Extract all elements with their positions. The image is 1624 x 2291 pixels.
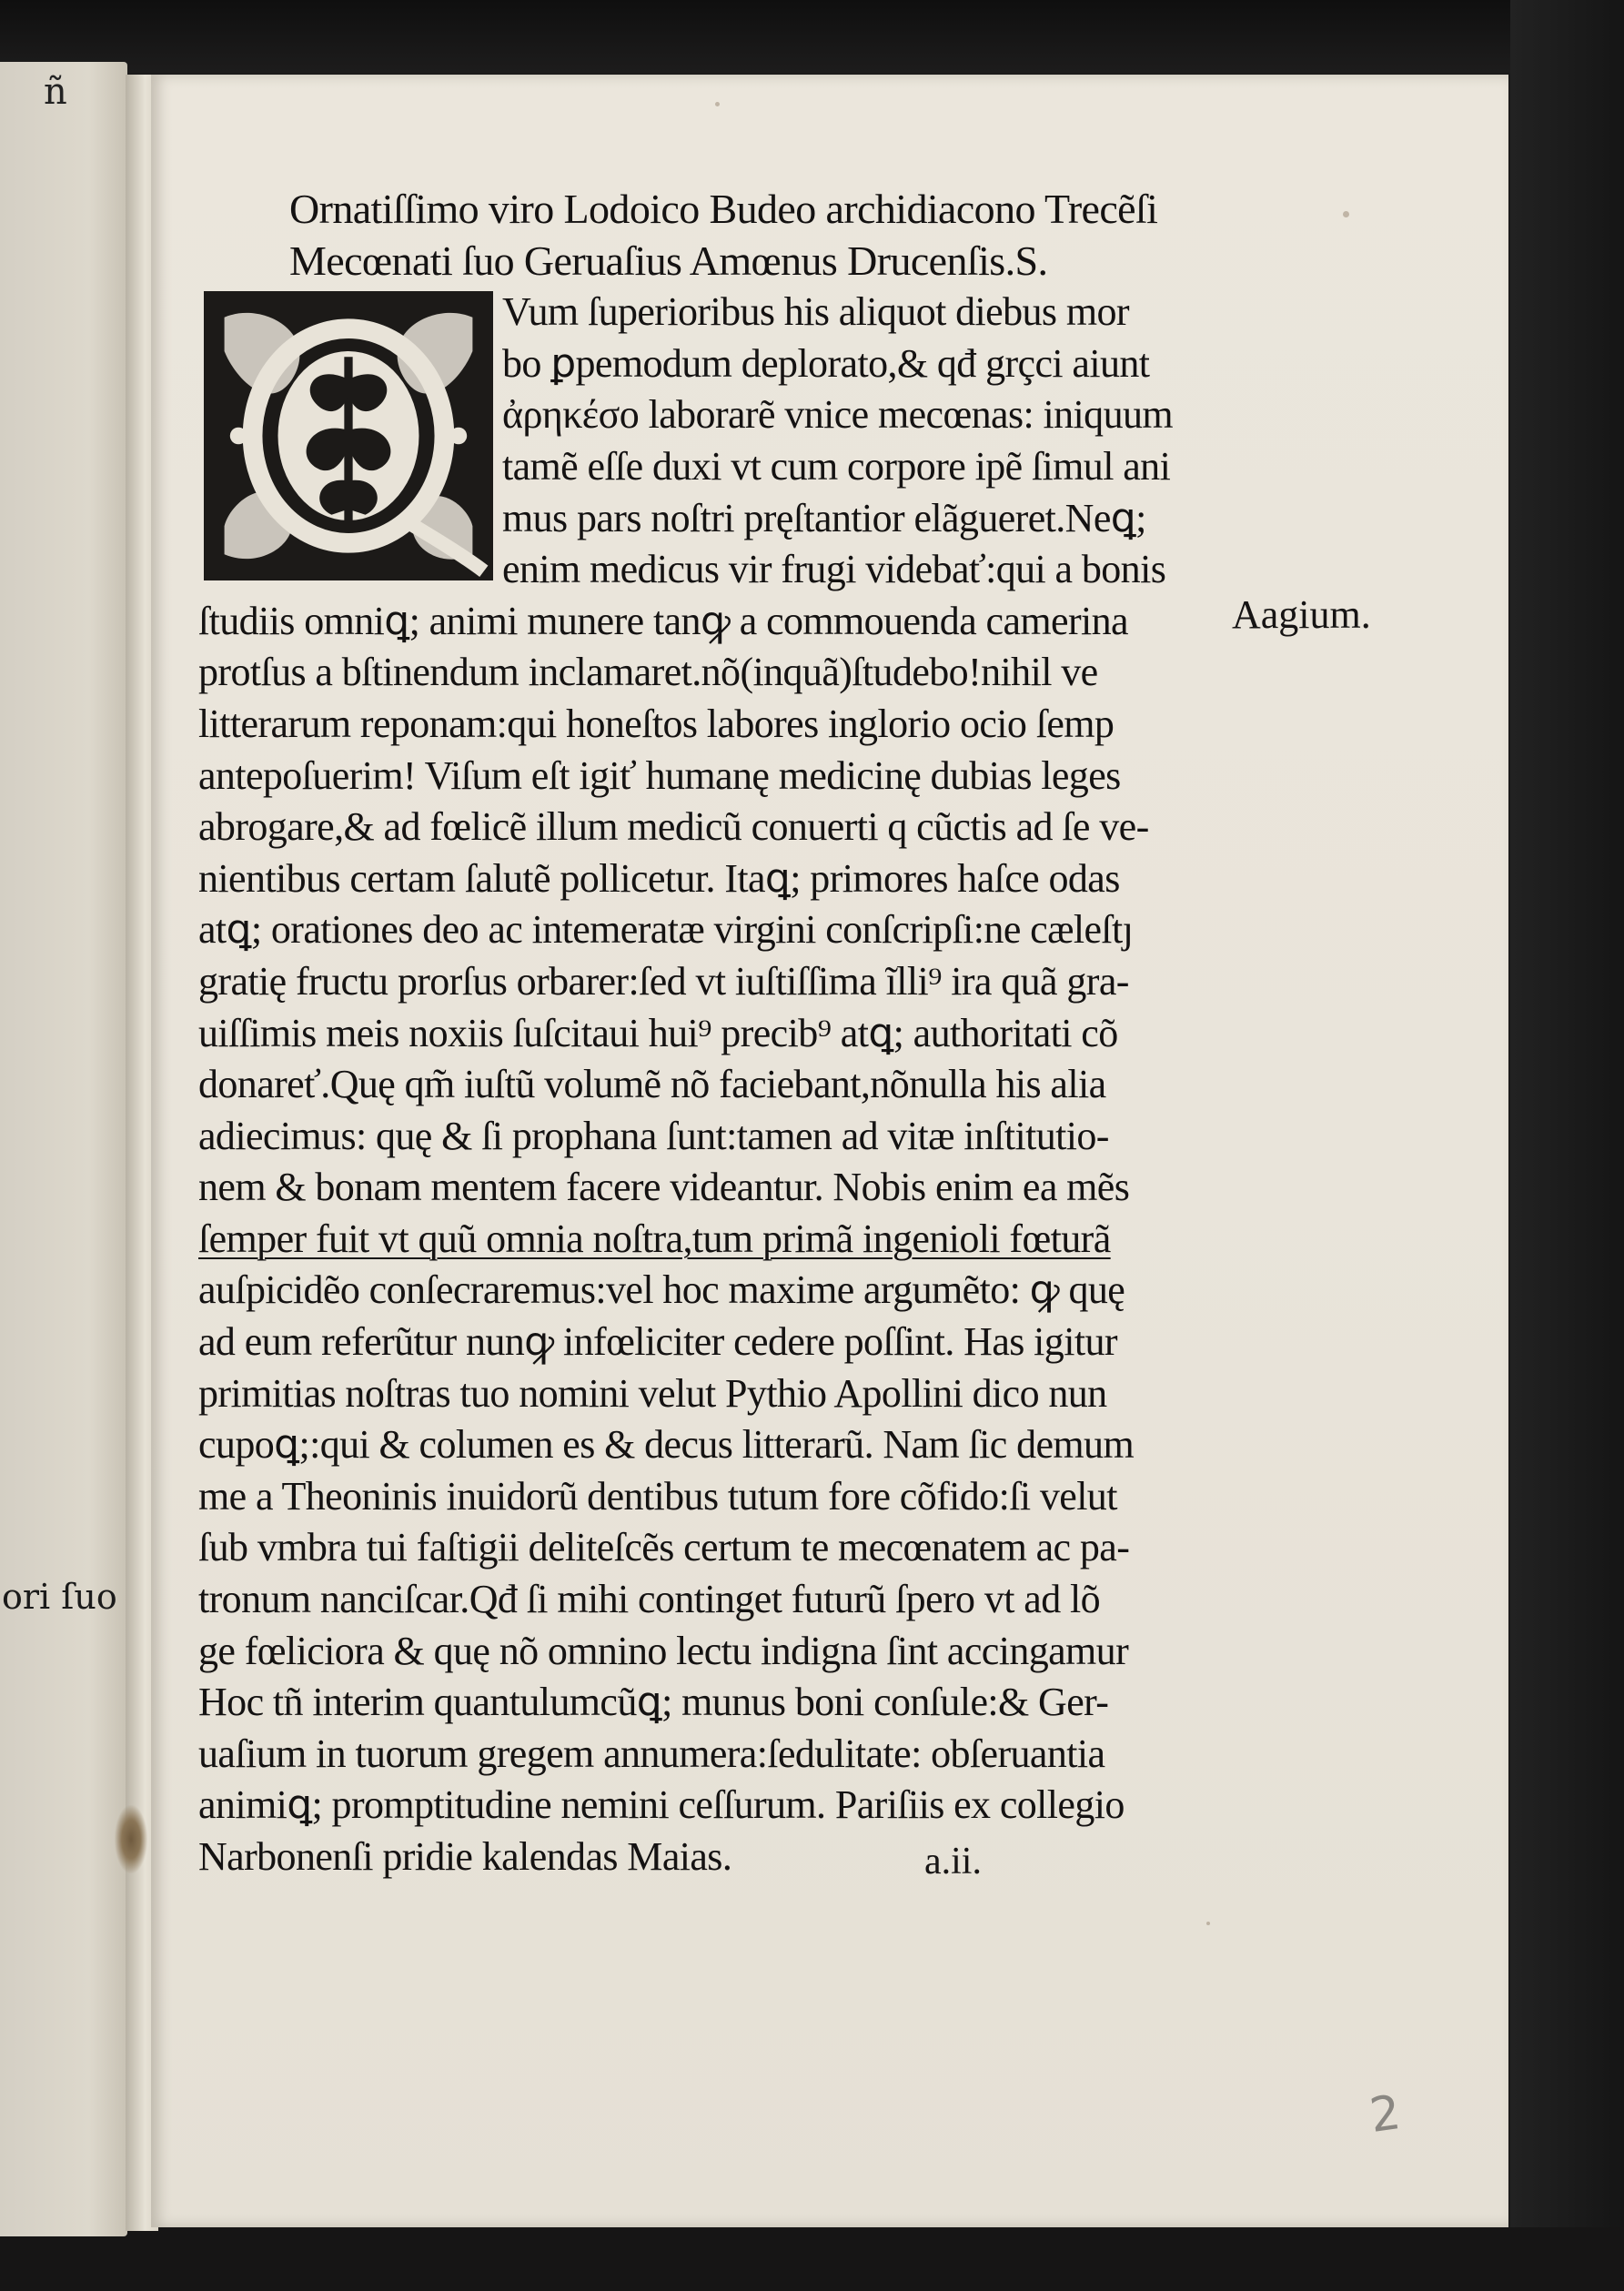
body-line: abrogare,& ad fœlicẽ illum medicũ conuerti q cũctis ad ſe ve- [198, 804, 1149, 850]
facing-page-fragment-side: ori ſuo [2, 1577, 117, 1617]
body-line: tronum nanciſcar.Qđ ſi mihi continget futurũ ſpero vt ad lõ [198, 1577, 1101, 1622]
body-line: uiſſimis meis noxiis ſuſcitaui hui⁹ precib⁹ atꝗ; authoritati cõ [198, 1010, 1118, 1055]
pencil-folio-number: 2 [1366, 2084, 1405, 2145]
body-line: litterarum reponam:qui honeſtos labores inglorio ocio ſemp [198, 701, 1115, 746]
body-line: cupoꝗ;:qui & columen es & decus litterarũ. Nam ſic demum [198, 1422, 1135, 1468]
body-line: Vum ſuperioribus his aliquot diebus mor [502, 289, 1129, 335]
body-line: adiecimus: quę & ſi prophana ſunt:tamen ad vitæ inſtitutio- [198, 1113, 1109, 1158]
body-line: bo ꝑpemodum deplorato,& qđ grçci aiunt [502, 340, 1150, 386]
background-top [0, 0, 1624, 73]
body-line: Narbonenſi pridie kalendas Maias. [198, 1834, 732, 1879]
body-line: ἀρηκέσο laborarẽ vnice mecœnas: iniquum [502, 392, 1173, 438]
main-text [198, 184, 1381, 1883]
body-line: nem & bonam mentem facere videantur. Nobis enim ea mẽs [198, 1165, 1130, 1210]
binding-stain [115, 1805, 147, 1873]
body-line: uaſium in tuorum gregem annumera:ſedulitate: obſeruantia [198, 1731, 1105, 1776]
body-line: ſtudiis omniꝗ; animi munere tanꝙ a commouenda camerina [198, 598, 1128, 643]
body-line: tamẽ eſſe duxi vt cum corpore ipẽ ſimul ani [502, 443, 1171, 489]
body-line: antepoſuerim! Viſum eſt igiť humanę medicinę dubias leges [198, 752, 1121, 798]
book-page [151, 75, 1508, 2227]
body-line-underlined: ſemper fuit vt quũ omnia noſtra,tum primã ingenioli fœturã [198, 1216, 1111, 1261]
facing-page-fragment-top: ñ [44, 71, 67, 113]
body-line: Hoc tñ interim quantulumcũꝗ; munus boni conſule:& Ger- [198, 1680, 1109, 1725]
body-line: nientibus certam ſalutẽ pollicetur. Itaꝗ; primores haſce odas [198, 855, 1120, 901]
dedication-heading-line-2: Mecœnati ſuo Geruaſius Amœnus Drucenſis.S. [289, 237, 1048, 284]
body-line: donareť.Quę qm̃ iuſtũ volumẽ nõ faciebant,nõnulla his alia [198, 1062, 1106, 1107]
body-line: protſus a bſtinendum inclamaret.nõ(inquã)ſtudebo!nihil ve [198, 650, 1098, 695]
body-line: auſpicidẽo conſecraremus:vel hoc maxime argumẽto: ꝙ quę [198, 1267, 1125, 1313]
margin-note: Aagium. [1232, 592, 1371, 637]
background-right [1510, 0, 1624, 2291]
body-line: primitias noſtras tuo nomini velut Pythio Apollini dico nun [198, 1370, 1107, 1416]
body-line: gratię fructu prorſus orbarer:ſed vt iuſtiſſima ĩlli⁹ ira quã gra- [198, 958, 1129, 1004]
body-line: animiꝗ; promptitudine nemini ceſſurum. Pariſiis ex collegio [198, 1782, 1125, 1828]
body-line: ge fœliciora & quę nõ omnino lectu indigna ſint accingamur [198, 1628, 1129, 1673]
facing-page-left [0, 62, 127, 2236]
body-line: mus pars noſtri pręſtantior elãgueret.Neꝗ; [502, 495, 1146, 540]
dedication-heading-line-1: Ornatiſſimo viro Lodoico Budeo archidiacono Trecẽſi [289, 186, 1158, 232]
body-line: ad eum referũtur nunꝙ infœliciter cedere poſſint. Has igitur [198, 1319, 1117, 1365]
signature-mark: a.ii. [924, 1841, 982, 1882]
body-line: ſub vmbra tui faſtigii deliteſcẽs certum te mecœnatem ac pa- [198, 1525, 1130, 1570]
body-line: enim medicus vir frugi videbať:qui a bonis [502, 547, 1166, 592]
body-line: atꝗ; orationes deo ac intemeratæ virgini conſcripſi:ne cæleſtȷ [198, 907, 1134, 953]
body-line: me a Theoninis inuidorũ dentibus tutum fore cõfido:ſi velut [198, 1473, 1117, 1519]
background-bottom [0, 2227, 1624, 2291]
